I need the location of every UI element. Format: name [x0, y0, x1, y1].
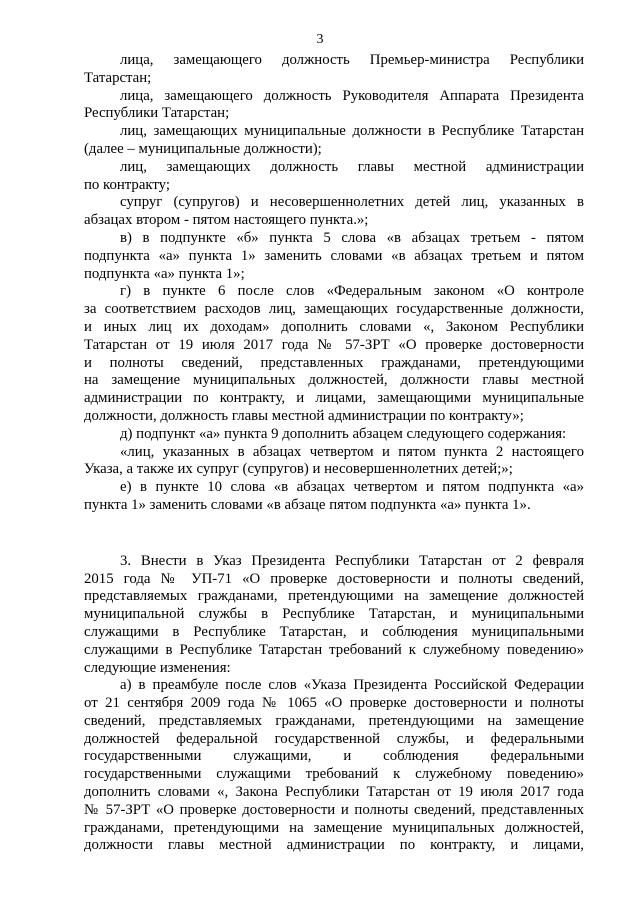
text-line: д) подпункт «а» пункта 9 дополнить абзацем следующего содержания:	[120, 425, 567, 442]
text-line: а) в преамбуле после слов «Указа Президента Российской Федерации	[120, 677, 584, 694]
text-line: супруг (супругов) и несовершеннолетних детей лиц, указанных в	[120, 194, 584, 211]
text-line: должности, должность главы местной администрации по контракту»;	[84, 407, 524, 424]
text-line: г) в пункте 6 после слов «Федеральным законом «О контроле	[120, 283, 584, 300]
text-line: по контракту;	[84, 176, 170, 193]
text-line: в) в подпункте «б» пункта 5 слова «в абзацах третьем - пятом	[120, 229, 584, 246]
text-line: лиц, замещающих муниципальные должности в Республике Татарстан	[120, 123, 584, 140]
text-line: гражданами, претендующими на замещение муниципальных должностей,	[84, 819, 584, 836]
text-line: 3. Внести в Указ Президента Республики Татарстан от 2 февраля	[120, 552, 584, 569]
text-line: сведений, представляемых гражданами, претендующими на замещение	[84, 712, 584, 729]
text-line: абзацах втором - пятом настоящего пункта.»;	[84, 212, 369, 229]
text-line: на замещение муниципальных должностей, должности главы местной	[84, 372, 584, 389]
text-line: «лиц, указанных в абзацах четвертом и пятом пункта 2 настоящего	[120, 443, 584, 460]
text-line: администрации по контракту, и лицами, замещающими муниципальные	[84, 390, 584, 407]
text-line: № 57-ЗРТ «О проверке достоверности и полноты сведений, представленных	[84, 801, 584, 818]
text-line: за соответствием расходов лиц, замещающих государственные должности,	[84, 301, 584, 318]
text-line: подпункта «а» пункта 1» заменить словами «в абзацах третьем и пятом	[84, 247, 584, 264]
text-line: государственными служащими требований к служебному поведению»	[84, 766, 584, 783]
text-line: Татарстан от 19 июля 2017 года № 57-ЗРТ «О проверке достоверности	[84, 336, 584, 353]
text-line: Указа, а также их супруг (супругов) и несовершеннолетних детей;»;	[84, 461, 513, 478]
text-line: подпункта «а» пункта 1»;	[84, 265, 245, 282]
text-line: лиц, замещающих должность главы местной администрации	[120, 158, 584, 175]
section-gap	[84, 515, 584, 553]
text-line: (далее – муниципальные должности);	[84, 140, 322, 157]
text-line: лица, замещающего должность Руководителя Аппарата Президента	[120, 87, 584, 104]
page-number: 3	[316, 32, 324, 47]
text-line: муниципальной службы в Республике Татарстан, и муниципальными	[84, 606, 584, 623]
text-line: лица, замещающего должность Премьер-министра Республики	[120, 52, 584, 68]
document-body	[84, 52, 584, 855]
text-line: должностей федеральной государственной службы, и федеральными	[84, 730, 584, 747]
paragraph-block-amendments-3	[84, 553, 584, 856]
text-line: представляемых гражданами, претендующими на замещение должностей	[84, 588, 584, 605]
text-line: следующие изменения:	[84, 659, 231, 676]
text-line: должности главы местной администрации по контракту, и лицами,	[84, 837, 584, 854]
text-line: государственными служащими, и соблюдения федеральными	[84, 748, 584, 765]
text-line: служащими в Республике Татарстан требований к служебному поведению»	[84, 641, 584, 658]
text-line: и полноты сведений, представленных гражданами, претендующими	[84, 354, 584, 371]
text-line: дополнить словами «, Закона Республики Татарстан от 19 июля 2017 года	[84, 784, 584, 801]
text-line: от 21 сентября 2009 года № 1065 «О проверке достоверности и полноты	[84, 695, 584, 712]
text-line: 2015 года № УП-71 «О проверке достоверности и полноты сведений,	[84, 570, 584, 587]
text-line: Республики Татарстан;	[84, 105, 230, 122]
text-line: е) в пункте 10 слова «в абзацах четвертом и пятом подпункта «а»	[120, 479, 584, 496]
text-line: Татарстан;	[84, 69, 152, 86]
paragraph-block-amendments-2	[84, 52, 584, 515]
text-line: пункта 1» заменить словами «в абзаце пятом подпункта «а» пункта 1».	[84, 496, 531, 513]
text-line: служащими в Республике Татарстан, и соблюдения муниципальными	[84, 623, 584, 640]
text-line: и иных лиц их доходам» дополнить словами «, Законом Республики	[84, 318, 584, 335]
